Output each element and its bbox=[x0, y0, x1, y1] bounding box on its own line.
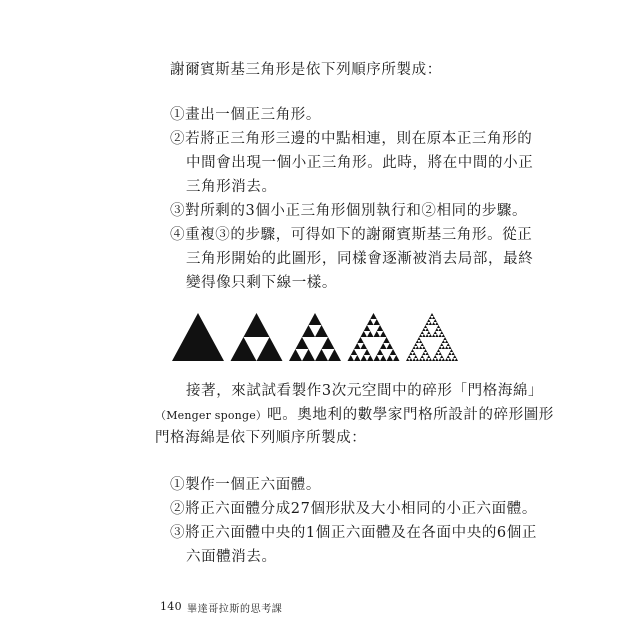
sierpinski-subtriangle bbox=[414, 343, 417, 346]
sierpinski-subtriangle bbox=[448, 358, 451, 361]
sierpinski-subtriangle bbox=[380, 343, 387, 349]
sierpinski-subtriangle bbox=[422, 358, 425, 361]
sierpinski-subtriangle bbox=[315, 325, 328, 337]
sierpinski-subtriangle bbox=[432, 322, 435, 325]
intro-text: 謝爾賓斯基三角形是依下列順序所製成： bbox=[170, 62, 442, 78]
sierpinski-subtriangle bbox=[440, 331, 443, 334]
sierpinski-subtriangle bbox=[434, 319, 437, 322]
sierpinski-subtriangle bbox=[322, 337, 335, 349]
sierpinski-subtriangle bbox=[442, 340, 445, 343]
sierpinski-subtriangle bbox=[417, 337, 420, 340]
sierpinski-subtriangle bbox=[354, 355, 361, 361]
book-title: 畢達哥拉斯的思考課 bbox=[187, 604, 283, 615]
sierpinski-subtriangle bbox=[414, 355, 417, 358]
sierpinski-subtriangle bbox=[413, 352, 416, 355]
sierpinski-subtriangle bbox=[383, 337, 390, 343]
sierpinski-subtriangle bbox=[361, 343, 368, 349]
sierpinski-subtriangle bbox=[419, 340, 422, 343]
sierpinski-subtriangle bbox=[426, 334, 429, 337]
sierpinski-subtriangle bbox=[367, 355, 374, 361]
sierpinski-subtriangle bbox=[429, 316, 432, 319]
page-number: 140 bbox=[160, 600, 182, 613]
sierpinski-subtriangle bbox=[380, 355, 387, 361]
sierpinski-subtriangle bbox=[429, 322, 432, 325]
sierpinski-subtriangle bbox=[364, 349, 371, 355]
sierpinski-subtriangle bbox=[439, 358, 442, 361]
step-2-line-2: 中間會出現一個小正三角形。此時，將在中間的小正 bbox=[186, 155, 534, 171]
sierpinski-subtriangle bbox=[432, 316, 435, 319]
sierpinski-subtriangle bbox=[380, 331, 387, 337]
sierpinski-subtriangle bbox=[416, 340, 419, 343]
sierpinski-subtriangle bbox=[432, 358, 435, 361]
sierpinski-subtriangle bbox=[419, 334, 422, 337]
sierpinski-subtriangle bbox=[351, 349, 358, 355]
sierpinski-subtriangle bbox=[374, 355, 381, 361]
sierpinski-subtriangle bbox=[409, 358, 412, 361]
sierpinski-subtriangle bbox=[447, 343, 450, 346]
sierpinski-subtriangle bbox=[445, 358, 448, 361]
sierpinski-subtriangle bbox=[413, 346, 416, 349]
sierpinski-subtriangle bbox=[437, 325, 440, 328]
sierpinski-subtriangle bbox=[390, 349, 397, 355]
menger-step-3-line-2: 六面體消去。 bbox=[186, 549, 277, 565]
step-4-line-2: 三角形開始的此圖形，同樣會逐漸被消去局部，最終 bbox=[186, 251, 534, 267]
sierpinski-iteration-4 bbox=[406, 313, 458, 361]
sierpinski-subtriangle bbox=[419, 346, 422, 349]
sierpinski-subtriangle bbox=[302, 349, 315, 361]
sierpinski-subtriangle bbox=[452, 358, 455, 361]
sierpinski-subtriangle bbox=[435, 322, 438, 325]
sierpinski-subtriangle bbox=[413, 358, 416, 361]
sierpinski-subtriangle bbox=[426, 322, 429, 325]
sierpinski-subtriangle bbox=[427, 319, 430, 322]
sierpinski-iteration-3 bbox=[348, 313, 400, 361]
sierpinski-subtriangle bbox=[435, 352, 438, 355]
sierpinski-subtriangle bbox=[442, 334, 445, 337]
sierpinski-subtriangle bbox=[448, 346, 451, 349]
menger-sponge-english: （Menger sponge） bbox=[155, 409, 268, 422]
sierpinski-subtriangle bbox=[440, 355, 443, 358]
sierpinski-subtriangle bbox=[429, 334, 432, 337]
sierpinski-subtriangle bbox=[439, 352, 442, 355]
sierpinski-subtriangle bbox=[364, 325, 371, 331]
sierpinski-subtriangle bbox=[434, 355, 437, 358]
step-4-line-1: ④重複③的步驟，可得如下的謝爾賓斯基三角形。從正 bbox=[170, 227, 533, 243]
sierpinski-subtriangle bbox=[424, 325, 427, 328]
step-1: ①畫出一個正三角形。 bbox=[170, 107, 321, 123]
sierpinski-triangle-figure bbox=[170, 312, 470, 362]
sierpinski-subtriangle bbox=[387, 343, 394, 349]
sierpinski-subtriangle bbox=[435, 328, 438, 331]
sierpinski-subtriangle bbox=[315, 349, 328, 361]
sierpinski-subtriangle bbox=[426, 328, 429, 331]
sierpinski-subtriangle bbox=[435, 334, 438, 337]
sierpinski-subtriangle bbox=[439, 328, 442, 331]
step-3: ③對所剩的3個小正三角形個別執行和②相同的步驟。 bbox=[170, 203, 528, 219]
sierpinski-subtriangle bbox=[357, 337, 364, 343]
sierpinski-subtriangle bbox=[434, 331, 437, 334]
sierpinski-subtriangle bbox=[453, 355, 456, 358]
sierpinski-subtriangle bbox=[422, 352, 425, 355]
menger-step-3-line-1: ③將正六面體中央的1個正六面體及在各面中央的6個正 bbox=[170, 525, 537, 541]
sierpinski-subtriangle bbox=[442, 358, 445, 361]
sierpinski-iteration-0 bbox=[172, 313, 224, 361]
sierpinski-subtriangle bbox=[430, 313, 433, 316]
sierpinski-subtriangle bbox=[416, 346, 419, 349]
sierpinski-subtriangle bbox=[422, 346, 425, 349]
sierpinski-subtriangle bbox=[445, 346, 448, 349]
sierpinski-subtriangle bbox=[348, 355, 355, 361]
sierpinski-subtriangle bbox=[439, 334, 442, 337]
sierpinski-subtriangle bbox=[361, 331, 368, 337]
sierpinski-subtriangle bbox=[439, 346, 442, 349]
sierpinski-subtriangle bbox=[424, 349, 427, 352]
sierpinski-subtriangle bbox=[416, 358, 419, 361]
sierpinski-subtriangle bbox=[408, 355, 411, 358]
sierpinski-subtriangle bbox=[426, 352, 429, 355]
sierpinski-subtriangle bbox=[172, 313, 224, 361]
sierpinski-subtriangle bbox=[377, 349, 384, 355]
sierpinski-subtriangle bbox=[309, 313, 322, 325]
sierpinski-subtriangle bbox=[361, 355, 368, 361]
sierpinski-subtriangle bbox=[419, 358, 422, 361]
sierpinski-subtriangle bbox=[422, 328, 425, 331]
sierpinski-subtriangle bbox=[432, 334, 435, 337]
sierpinski-subtriangle bbox=[406, 358, 409, 361]
menger-intro-line-3: 門格海綿是依下列順序所製成： bbox=[155, 430, 367, 446]
sierpinski-subtriangle bbox=[435, 358, 438, 361]
sierpinski-subtriangle bbox=[257, 337, 283, 361]
sierpinski-subtriangle bbox=[421, 343, 424, 346]
sierpinski-subtriangle bbox=[422, 334, 425, 337]
sierpinski-subtriangle bbox=[447, 355, 450, 358]
sierpinski-subtriangle bbox=[421, 355, 424, 358]
sierpinski-subtriangle bbox=[393, 355, 400, 361]
sierpinski-subtriangle bbox=[452, 352, 455, 355]
sierpinski-subtriangle bbox=[387, 355, 394, 361]
sierpinski-subtriangle bbox=[289, 349, 302, 361]
sierpinski-subtriangle bbox=[302, 325, 315, 337]
sierpinski-subtriangle bbox=[448, 352, 451, 355]
step-4-line-3: 變得像只剩下線一樣。 bbox=[186, 275, 337, 291]
sierpinski-subtriangle bbox=[374, 319, 381, 325]
menger-intro-line-2 bbox=[155, 405, 554, 426]
sierpinski-iteration-1 bbox=[231, 313, 283, 361]
sierpinski-subtriangle bbox=[409, 352, 412, 355]
sierpinski-subtriangle bbox=[427, 331, 430, 334]
sierpinski-subtriangle bbox=[370, 313, 377, 319]
sierpinski-subtriangle bbox=[231, 337, 257, 361]
sierpinski-subtriangle bbox=[437, 349, 440, 352]
sierpinski-subtriangle bbox=[354, 343, 361, 349]
sierpinski-subtriangle bbox=[442, 346, 445, 349]
menger-intro-line-2-text: 吧。奧地利的數學家門格所設計的碎形圖形 bbox=[267, 407, 555, 423]
sierpinski-iteration-2 bbox=[289, 313, 341, 361]
sierpinski-subtriangle bbox=[445, 340, 448, 343]
sierpinski-subtriangle bbox=[411, 349, 414, 352]
menger-step-1: ①製作一個正六面體。 bbox=[170, 477, 321, 493]
sierpinski-subtriangle bbox=[426, 358, 429, 361]
sierpinski-subtriangle bbox=[328, 349, 341, 361]
sierpinski-subtriangle bbox=[455, 358, 458, 361]
sierpinski-subtriangle bbox=[377, 325, 384, 331]
sierpinski-subtriangle bbox=[367, 319, 374, 325]
sierpinski-subtriangle bbox=[296, 337, 309, 349]
sierpinski-subtriangle bbox=[427, 355, 430, 358]
menger-intro-line-1: 接著，來試試看製作3次元空間中的碎形「門格海綿」 bbox=[186, 383, 544, 399]
step-2-line-3: 三角形消去。 bbox=[186, 179, 277, 195]
sierpinski-subtriangle bbox=[421, 331, 424, 334]
step-2-line-1: ②若將正三角形三邊的中點相連，則在原本正三角形的 bbox=[170, 131, 533, 147]
sierpinski-subtriangle bbox=[443, 337, 446, 340]
menger-step-2: ②將正六面體分成27個形狀及大小相同的小正六面體。 bbox=[170, 501, 537, 517]
sierpinski-subtriangle bbox=[367, 331, 374, 337]
sierpinski-subtriangle bbox=[244, 313, 270, 337]
sierpinski-subtriangle bbox=[440, 343, 443, 346]
sierpinski-subtriangle bbox=[429, 358, 432, 361]
sierpinski-subtriangle bbox=[374, 331, 381, 337]
sierpinski-subtriangle bbox=[450, 349, 453, 352]
